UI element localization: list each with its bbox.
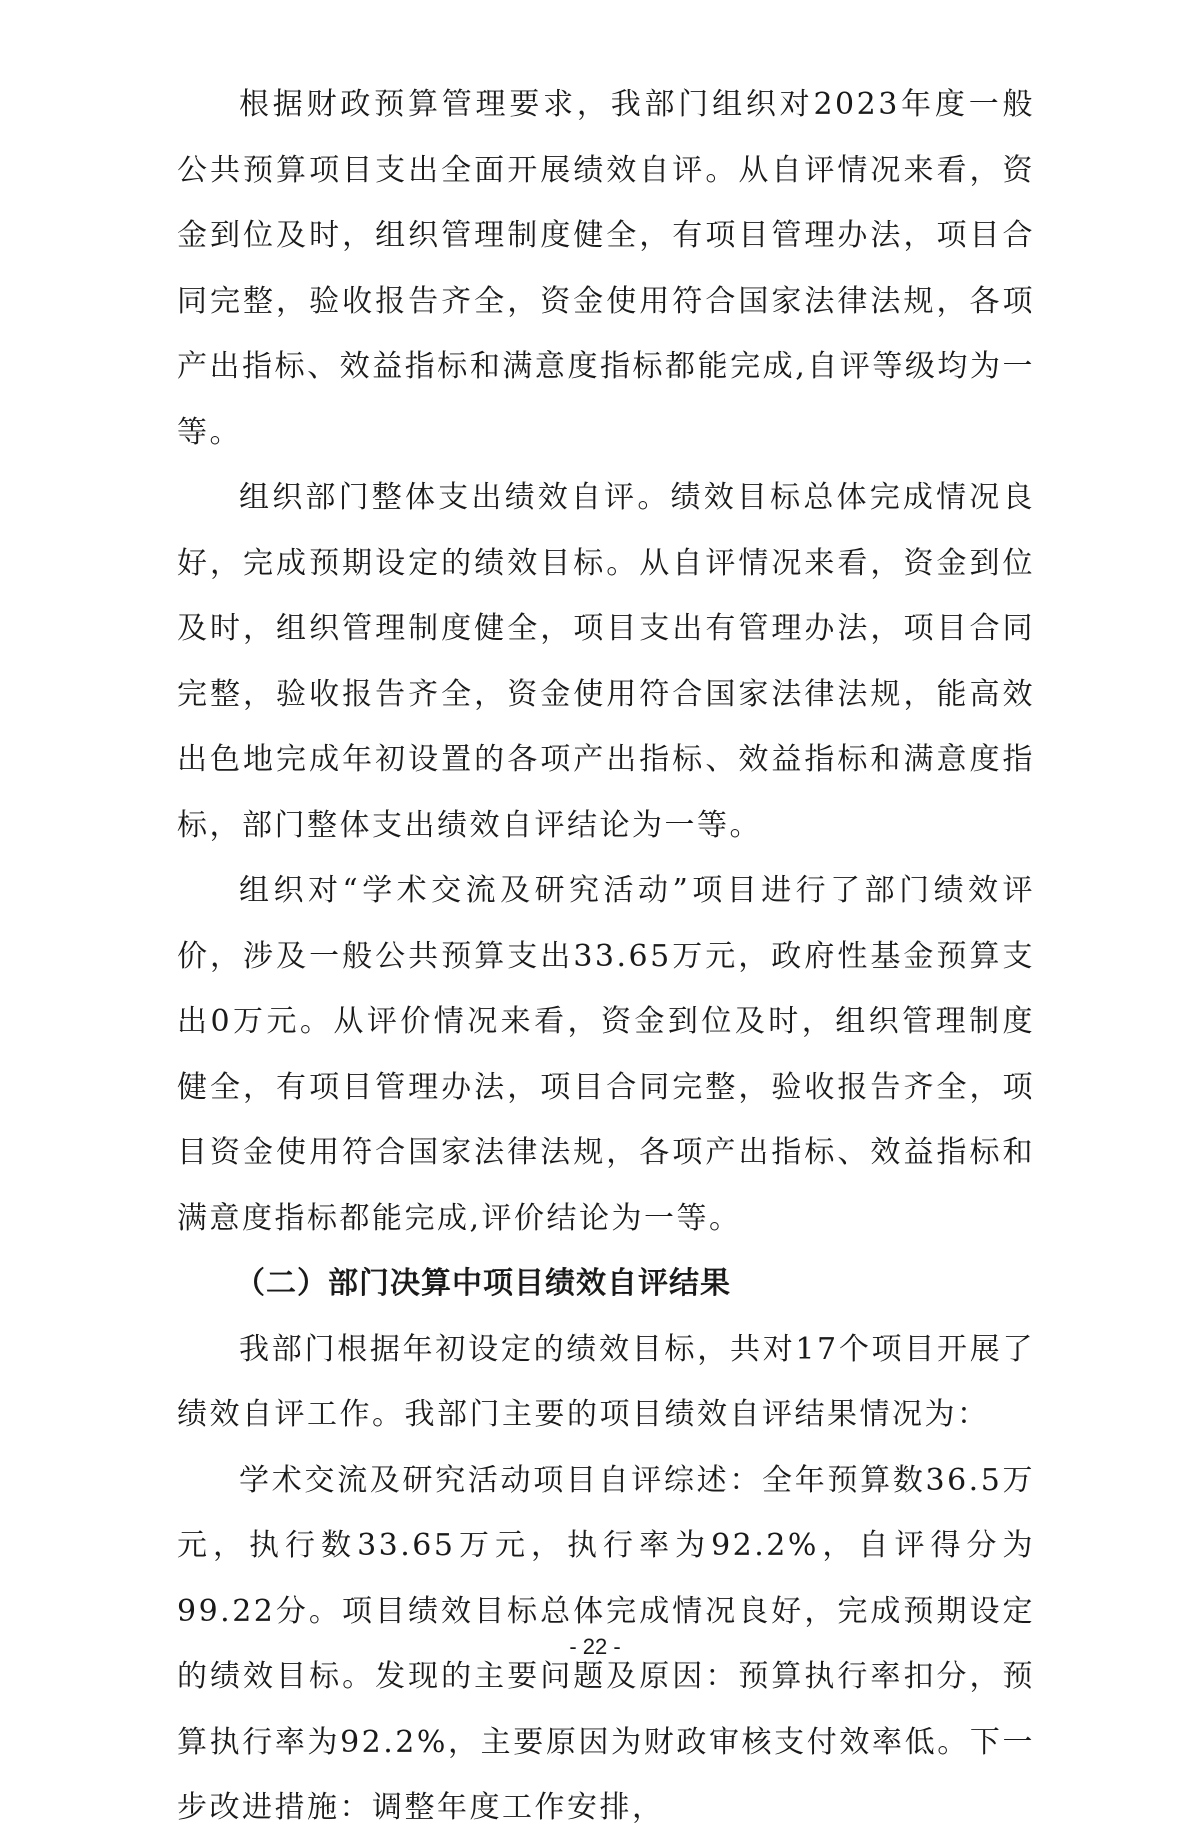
paragraph-project-evaluation: 组织对“学术交流及研究活动”项目进行了部门绩效评价，涉及一般公共预算支出33.65万元，政府性基金预算支出0万元。从评价情况来看，资金到位及时，组织管理制度健全，有项目管理办法，项目合同完整，验收报告齐全，项目资金使用符合国家法律法规，各项产出指标、效益指标和满意度指标都能完成,评价结论为一等。 — [177, 873, 1035, 1236]
paragraph-project-self-evaluation-intro: 我部门根据年初设定的绩效目标，共对17个项目开展了绩效自评工作。我部门主要的项目绩效自评结果情况为： — [177, 1331, 1035, 1432]
paragraph-self-evaluation-summary: 根据财政预算管理要求，我部门组织对2023年度一般公共预算项目支出全面开展绩效自评。从自评情况来看，资金到位及时，组织管理制度健全，有项目管理办法，项目合同完整，验收报告齐全，资金使用符合国家法律法规，各项产出指标、效益指标和满意度指标都能完成,自评等级均为一等。 — [177, 87, 1035, 450]
paragraph-academic-exchange-project: 学术交流及研究活动项目自评综述：全年预算数36.5万元，执行数33.65万元，执行率为92.2%，自评得分为99.22分。项目绩效目标总体完成情况良好，完成预期设定的绩效目标。发现的主要问题及原因：预算执行率扣分，预算执行率为92.2%，主要原因为财政审核支付效率低。下一步改进措施：调整年度工作安排， — [177, 1462, 1035, 1825]
page-number: - 22 - — [569, 1634, 621, 1659]
document-body — [177, 72, 1035, 1841]
section-heading: （二）部门决算中项目绩效自评结果 — [235, 1266, 731, 1301]
paragraph-department-overall-evaluation: 组织部门整体支出绩效自评。绩效目标总体完成情况良好，完成预期设定的绩效目标。从自评情况来看，资金到位及时，组织管理制度健全，项目支出有管理办法，项目合同完整，验收报告齐全，资金使用符合国家法律法规，能高效出色地完成年初设置的各项产出指标、效益指标和满意度指标，部门整体支出绩效自评结论为一等。 — [177, 480, 1035, 843]
